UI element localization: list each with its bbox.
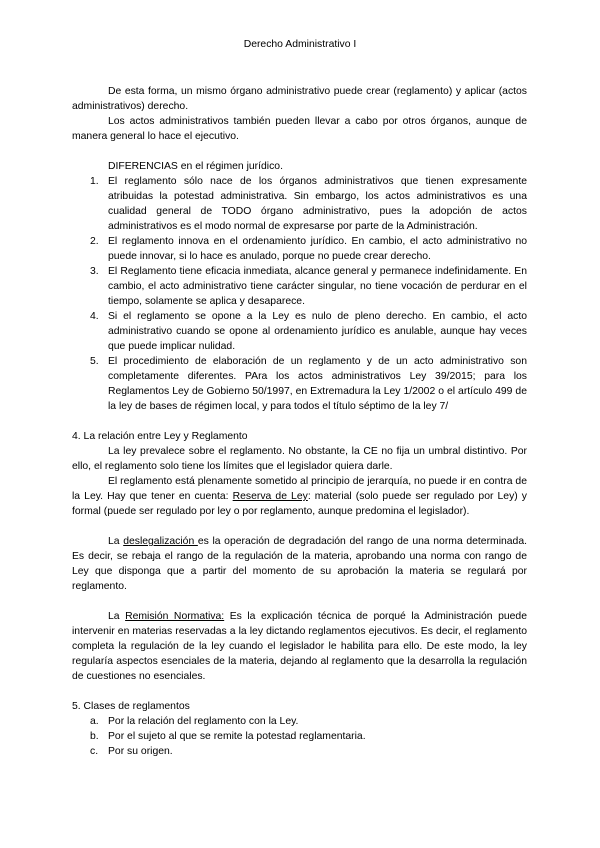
list-item [72, 729, 527, 744]
list-marker: c. [90, 746, 99, 757]
list-item-text: Por su origen. [108, 746, 173, 757]
page-header: Derecho Administrativo I [243, 39, 357, 50]
list-item-text: Por la relación del reglamento con la Ley. [108, 716, 299, 727]
list-item-text: El reglamento sólo nace de los órganos administrativos que tienen expresamente atribuidas la potestad administrativa. Sin embargo, los actos administrativos es una cualidad general de TODO órgano administrativo, pues la adopción de actos administrativos es el modo normal de expresarse por parte de la Administración. [108, 176, 527, 232]
list-item [72, 714, 527, 729]
differences-heading: DIFERENCIAS en el régimen jurídico. [108, 161, 283, 172]
list-marker: a. [90, 716, 99, 727]
list-item [72, 309, 527, 354]
intro-paragraph-1: De esta forma, un mismo órgano administrativo puede crear (reglamento) y aplicar (actos administrativos) derecho. [72, 86, 527, 112]
list-item-text: El Reglamento tiene eficacia inmediata, alcance general y permanece indefinidamente. En cambio, el acto administrativo tiene carácter singular, no tiene vocación de perdurar en el tiempo, solamente se aplica y desaparece. [108, 266, 527, 307]
deslegalizacion-term: deslegalización [123, 536, 198, 547]
remision-normativa-term: Remisión Normativa: [125, 611, 225, 622]
list-item-text: Por el sujeto al que se remite la potestad reglamentaria. [108, 731, 366, 742]
list-item [72, 174, 527, 234]
reglamento-classes-list [72, 714, 527, 759]
section-4-paragraph-3: La deslegalización es la operación de degradación del rango de una norma determinada. Es decir, se rebaja el rango de la regulación de la materia, aprobando una norma con rango de Ley que disponga que a partir del momento de su aprobación la materia se regulará por reglamento. [72, 536, 527, 592]
list-marker: 4. [90, 311, 99, 322]
section-4-heading: 4. La relación entre Ley y Reglamento [72, 431, 248, 442]
section-4-paragraph-2: El reglamento está plenamente sometido al principio de jerarquía, no puede ir en contra de la Ley. Hay que tener en cuenta: Reserva de Ley: material (solo puede ser regulado por Ley) y formal (puede ser regulado por ley o por reglamento, aunque predomina el legislador). [72, 476, 527, 517]
list-item [72, 234, 527, 264]
list-item [72, 744, 527, 759]
section-4-paragraph-4: La Remisión Normativa: Es la explicación técnica de porqué la Administración puede intervenir en materias reservadas a la ley dictando reglamentos ejecutivos. Es decir, el reglamento completa la regulación de la ley cuando el legislador le habilita para ello. De este modo, la ley regularía aspectos esenciales de la materia, dejando al reglamento que la desarrolla la regulación de cuestiones no esenciales. [72, 611, 527, 682]
list-marker: 3. [90, 266, 99, 277]
list-item [72, 264, 527, 309]
list-marker: 2. [90, 236, 99, 247]
document-body [72, 84, 527, 759]
list-item-text: El reglamento innova en el ordenamiento jurídico. En cambio, el acto administrativo no puede innovar, si lo hace es anulado, porque no puede crear derecho. [108, 236, 527, 262]
intro-paragraph-2: Los actos administrativos también pueden llevar a cabo por otros órganos, aunque de manera general lo hace el ejecutivo. [72, 116, 527, 142]
reserva-de-ley-term: Reserva de Ley [232, 491, 308, 502]
list-marker: 5. [90, 356, 99, 367]
list-marker: b. [90, 731, 99, 742]
list-item-text: Si el reglamento se opone a la Ley es nulo de pleno derecho. En cambio, el acto administrativo cuando se opone al ordenamiento jurídico es anulable, aunque hay veces que puede implicar nulidad. [108, 311, 527, 352]
differences-list [72, 174, 527, 414]
list-marker: 1. [90, 176, 99, 187]
list-item-text: El procedimiento de elaboración de un reglamento y de un acto administrativo son completamente diferentes. PAra los actos administrativos Ley 39/2015; para los Reglamentos Ley de Gobierno 50/1997, en Extremadura la Ley 1/2002 o el artículo 499 de la ley de bases de régimen local, y para todos el título séptimo de la ley 7/ [108, 356, 527, 412]
section-5-heading: 5. Clases de reglamentos [72, 701, 190, 712]
section-4-paragraph-1: La ley prevalece sobre el reglamento. No obstante, la CE no fija un umbral distintivo. Por ello, el reglamento solo tiene los límites que el legislador quiera darle. [72, 446, 527, 472]
list-item [72, 354, 527, 414]
